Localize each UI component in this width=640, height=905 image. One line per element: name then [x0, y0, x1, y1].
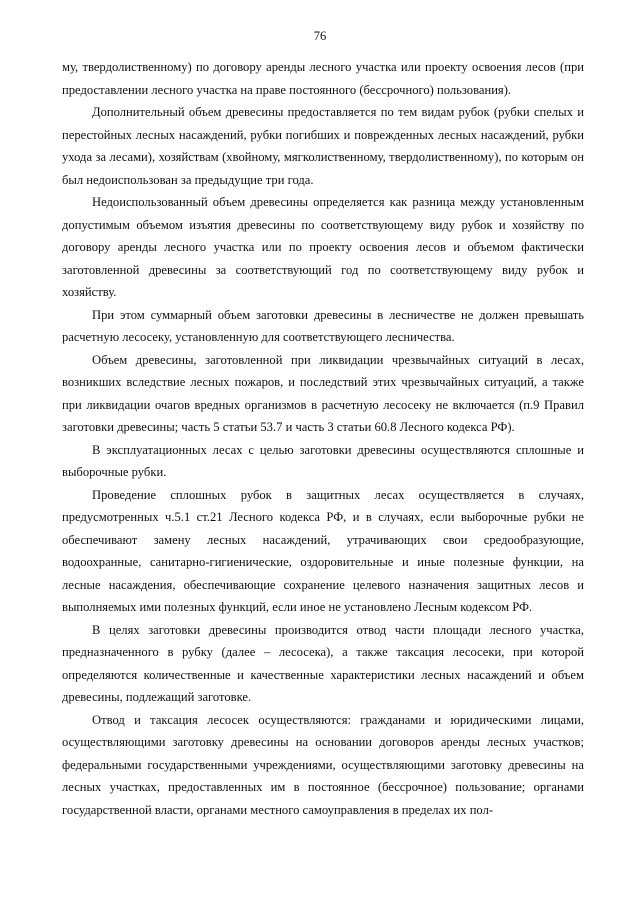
paragraph-6: В эксплуатационных лесах с целью заготовки древесины осуществляются сплошные и выборочные рубки. [62, 442, 584, 479]
paragraph-2: Дополнительный объем древесины предоставляется по тем видам рубок (рубки спелых и перестойных лесных насаждений, рубки погибших и поврежденных лесных насаждений, рубки ухода за лесами), хозяйствам (хвойному, мягколиственному, твердолиственному), по которым он был недоиспользован за предыдущие три года. [62, 105, 584, 187]
paragraph-3: Недоиспользованный объем древесины определяется как разница между установленным допустимым объемом изъятия древесины по соответствующему виду рубок и хозяйству по договору аренды лесного участка или по проекту освоения лесов и объемом фактически заготовленной древесины за соответствующий год по соответствующему виду рубок и хозяйству. [62, 195, 584, 299]
paragraph-8: В целях заготовки древесины производится отвод части площади лесного участка, предназначенного в рубку (далее – лесосека), а также таксация лесосеки, при которой определяются количественные и качественные характеристики лесных насаждений и объем древесины, подлежащий заготовке. [62, 622, 584, 704]
page-number: 76 [313, 29, 327, 43]
paragraph-4: При этом суммарный объем заготовки древесины в лесничестве не должен превышать расчетную лесосеку, установленную для соответствующего лесничества. [62, 307, 584, 344]
paragraph-9: Отвод и таксация лесосек осуществляются: гражданами и юридическими лицами, осуществляющими заготовку древесины на основании договоров аренды лесных участков; федеральными государственными учреждениями, осуществляющими заготовку древесины на лесных участках, предоставленных им в постоянное (бессрочное) пользование; органами государственной власти, органами местного самоуправления в пределах их пол- [62, 712, 584, 817]
paragraph-7: Проведение сплошных рубок в защитных лесах осуществляется в случаях, предусмотренных ч.5.1 ст.21 Лесного кодекса РФ, и в случаях, если выборочные рубки не обеспечивают замену лесных насаждений, утрачивающих свои средообразующие, водоохранные, санитарно-гигиенические, оздоровительные и иные полезные функции, на лесные насаждения, обеспечивающие сохранение целевого назначения защитных лесов и выполняемых ими полезных функций, если иное не установлено Лесным кодексом РФ. [62, 487, 584, 614]
body-text [62, 56, 584, 821]
paragraph-5: Объем древесины, заготовленной при ликвидации чрезвычайных ситуаций в лесах, возникших вследствие лесных пожаров, и последствий этих чрезвычайных ситуаций, а также при ликвидации очагов вредных организмов в расчетную лесосеку не включается (п.9 Правил заготовки древесины; часть 5 статьи 53.7 и часть 3 статьи 60.8 Лесного кодекса РФ). [62, 352, 584, 434]
paragraph-1: му, твердолиственному) по договору аренды лесного участка или проекту освоения лесов (при предоставлении лесного участка на праве постоянного (бессрочного) пользования). [62, 60, 584, 97]
